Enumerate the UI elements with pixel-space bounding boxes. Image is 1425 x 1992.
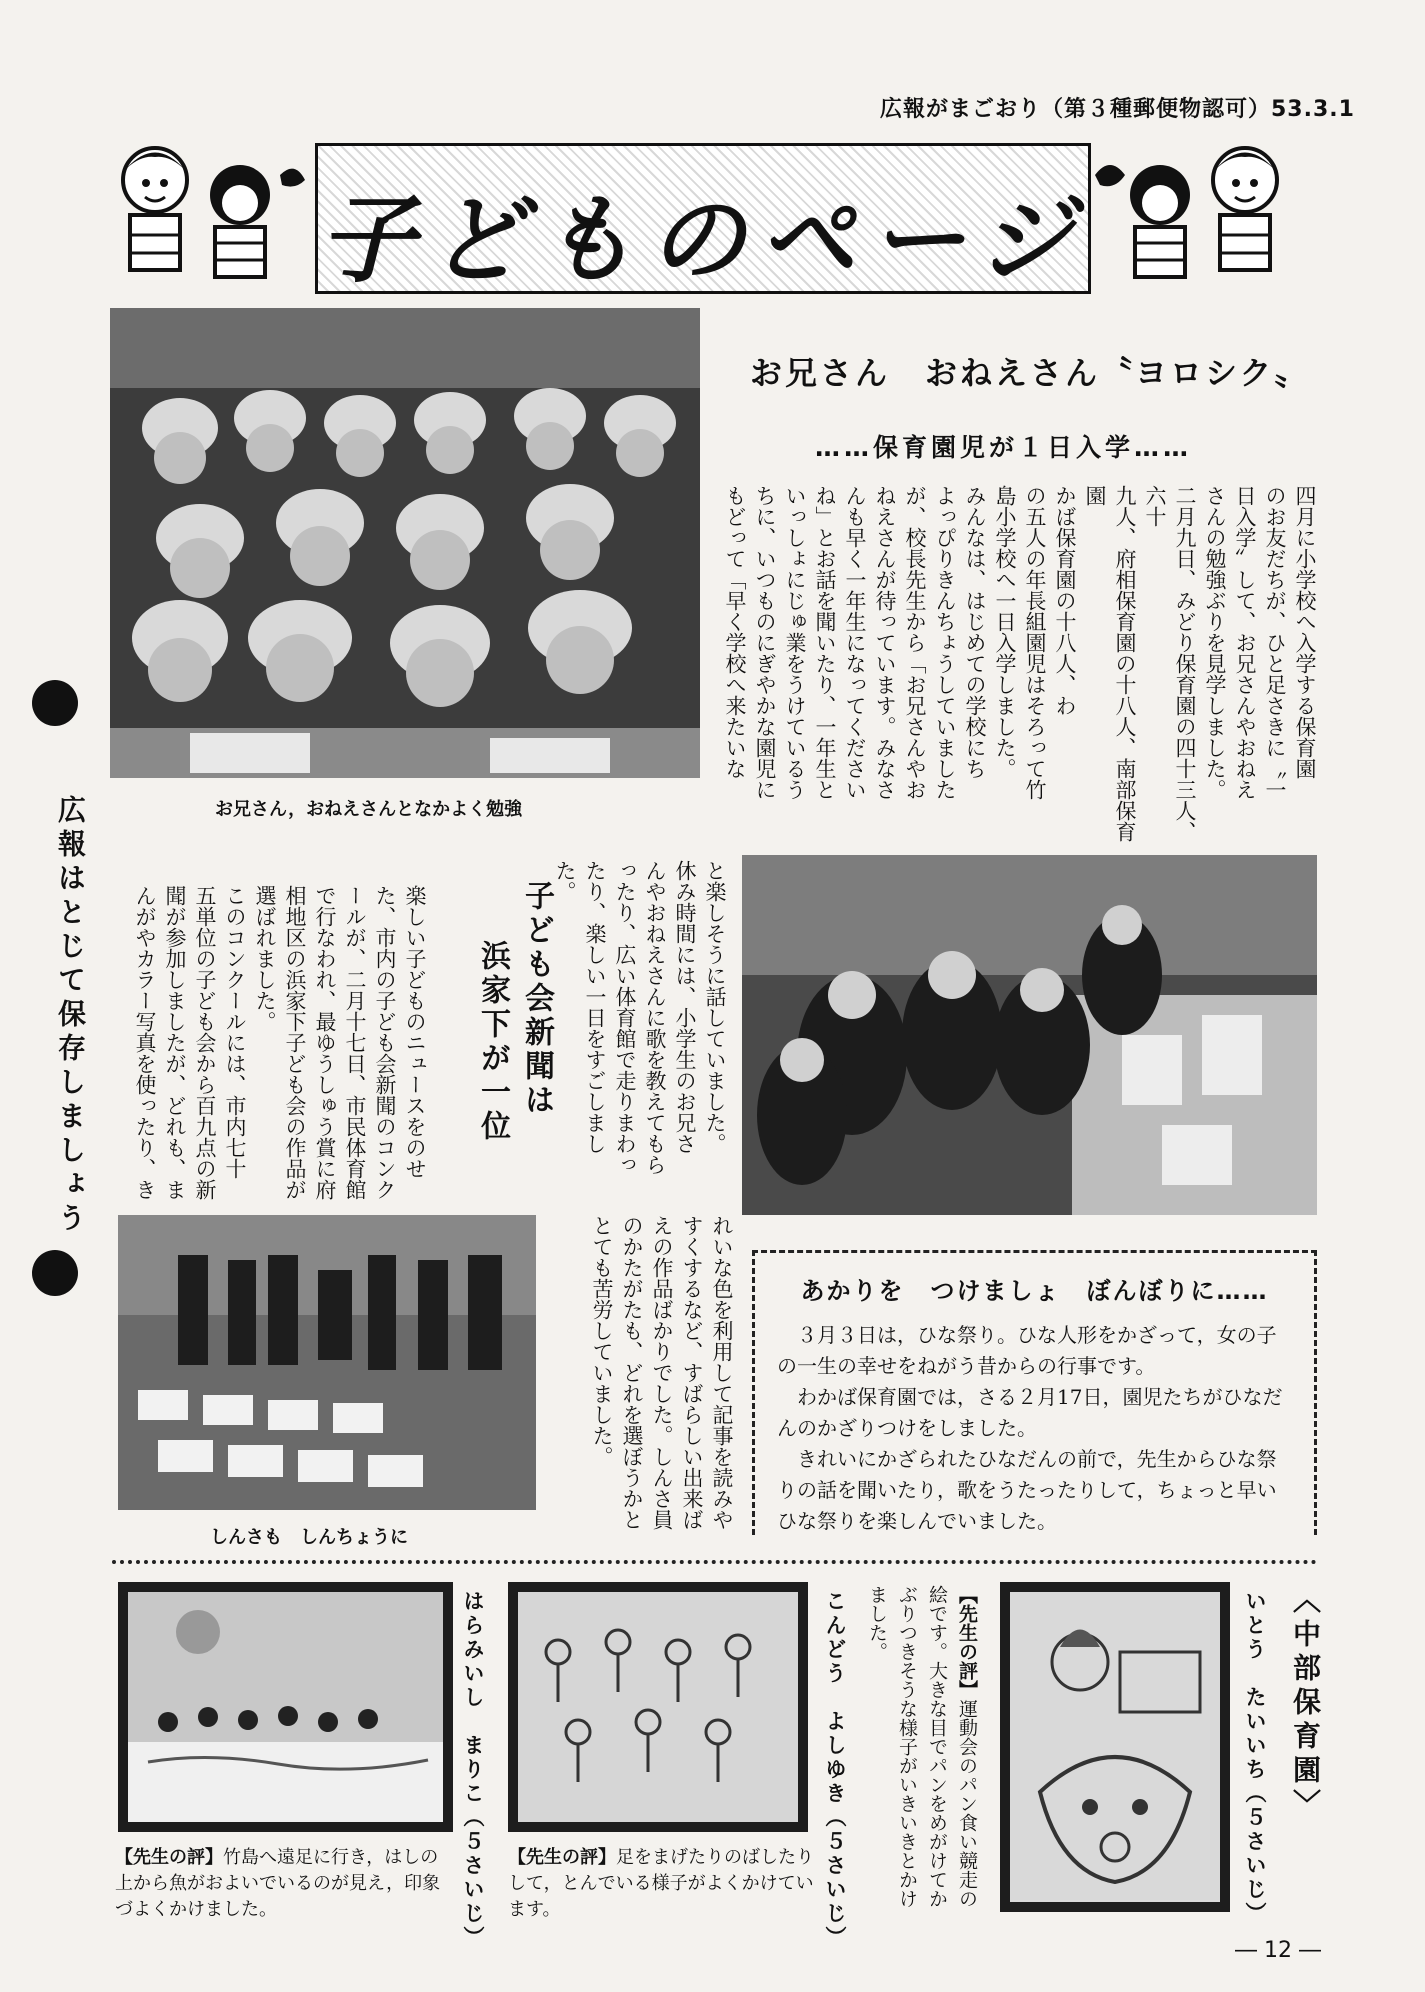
article2-line: 聞が参加しましたが、どれも、ま	[163, 885, 187, 1200]
article2-headline-line2: 浜家下が一位	[475, 940, 510, 1144]
painting-2-image	[518, 1592, 798, 1822]
artist-1-comment-label: 【先生の評】	[115, 1847, 223, 1868]
article3-body	[777, 1320, 1292, 1537]
article2-line: このコンクールには、市内七十	[223, 885, 247, 1179]
hina-photo-image	[742, 855, 1317, 1215]
article2-line: のかたがたも、どれを選ぼうかと	[620, 1215, 644, 1530]
article2-line: 相地区の浜家下子ども会の作品が	[283, 885, 307, 1200]
article2-line: で行なわれ、最ゆうしゅう賞に府	[313, 885, 337, 1200]
banner-title-box	[315, 143, 1091, 294]
binder-hole-bottom	[32, 1250, 78, 1296]
classroom-photo-caption: お兄さん，おねえさんとなかよく勉強	[215, 799, 523, 820]
article2-line: とても苦労していました。	[590, 1215, 614, 1467]
artist-2-comment-label: 【先生の評】	[508, 1847, 616, 1868]
article2-body	[115, 885, 430, 1203]
article1-line: が、校長先生から「お兄さんやお	[903, 485, 927, 800]
article1-body-bottom	[553, 860, 730, 1190]
binder-hole-top	[32, 680, 78, 726]
article3-paragraph: ３月３日は，ひな祭り。ひな人形をかざって，女の子の一生の幸せをねがう昔からの行事です。	[777, 1323, 1277, 1378]
article1-line: んやおねえさんに歌を教えてもら	[643, 860, 667, 1175]
article2-line: すくするなど、すばらしい出来ば	[680, 1215, 704, 1530]
artist-2-comment-text: 足をまげたりのばしたりして，とんでいる様子がよくかけています。	[508, 1847, 814, 1920]
artist-3-comment	[862, 1585, 982, 1915]
article2-line: んがやカラー写真を使ったり、き	[133, 885, 157, 1200]
painting-frame-2	[508, 1582, 808, 1832]
article1-line: ちに、いつものにぎやかな園児に	[753, 485, 777, 800]
article1-headline: お兄さん おねえさん〝ヨロシク〟	[750, 354, 1310, 392]
mascot-children-left-icon	[100, 135, 310, 295]
article1-line: かば保育園の十八人、わ	[1053, 485, 1077, 716]
artist-3-comment-text: 運動会のパン食い競走の絵です。大きな目でパンをめがけてかぶりつきそうな様子がいきいきとかけました。	[866, 1585, 978, 1908]
painting-frame-1	[118, 1582, 453, 1832]
hina-article-box	[752, 1250, 1317, 1535]
banner-title: 子どものページ	[318, 183, 1088, 296]
article1-line: のお友だちが、ひと足さきに〝一	[1263, 485, 1287, 800]
article2-line: れいな色を利用して記事を読みや	[710, 1215, 734, 1530]
article1-line: 九人、府相保育園の十八人、南部保育園	[1083, 485, 1137, 842]
article2-line: ールが、二月十七日、市民体育館	[343, 885, 367, 1200]
gallery-section-title: 〈中部保育園〉	[1289, 1585, 1322, 1823]
article1-line: ね」とお話を聞いたり、一年生と	[813, 485, 837, 800]
article1-line: よっぴりきんちょうしていました	[933, 485, 957, 800]
artist-1-comment-text: 竹島へ遠足に行き，はしの上から魚がおよいでいるのが見え，印象づよくかけました。	[115, 1847, 441, 1920]
artist-3-name-text: いとう たいいち	[1243, 1590, 1267, 1782]
page-number: ― 12 ―	[1235, 1938, 1321, 1963]
article3-headline: あかりを つけましょ ぼんぼりに……	[800, 1277, 1269, 1305]
artist-3-comment-label: 【先生の評】	[956, 1585, 978, 1699]
article1-line: ったり、広い体育館で走りまわっ	[613, 860, 637, 1175]
article1-line: んも早く一年生になってください	[843, 485, 867, 800]
artist-1-name	[458, 1590, 488, 1950]
article1-line: の五人の年長組園児はそろって竹	[1023, 485, 1047, 800]
article3-paragraph: わかば保育園では，さる２月17日，園児たちがひなだんのかざりつけをしました。	[777, 1385, 1283, 1440]
article1-line: ねえさんが待っています。みなさ	[873, 485, 897, 800]
painting-3-image	[1010, 1592, 1220, 1902]
judging-photo	[118, 1215, 536, 1510]
artist-1-name-text: はらみいし まりこ	[461, 1590, 485, 1806]
article2-line: 選ばれました。	[253, 885, 277, 1032]
article2-line: 楽しい子どものニュースをのせ	[403, 885, 427, 1179]
article1-line: 四月に小学校へ入学する保育園	[1293, 485, 1317, 779]
artist-1-comment	[115, 1845, 455, 1923]
artist-3-name	[1240, 1590, 1270, 1926]
article1-line: いっしょにじゅ業をうけているう	[783, 485, 807, 800]
artist-2-comment	[508, 1845, 828, 1923]
artist-2-name-text: こんどう よしゆき	[823, 1590, 847, 1806]
artist-3-age: （５さいじ）	[1243, 1782, 1267, 1926]
article1-line: と楽しそうに話していました。	[703, 860, 727, 1154]
side-note: 広報はとじて保存しましょう	[54, 795, 87, 1237]
article1-line: 日入学〟して、お兄さんやおねえ	[1233, 485, 1257, 800]
article2-headline	[470, 880, 558, 1144]
article2-line: えの作品ばかりでした。しんさ員	[650, 1215, 674, 1530]
article2-headline-line1: 子ども会新聞は	[519, 880, 554, 1118]
article1-line: みんなは、はじめての学校にち	[963, 485, 987, 779]
banner	[100, 135, 1300, 295]
classroom-photo-image	[110, 308, 700, 778]
painting-1-image	[128, 1592, 443, 1822]
article1-subheadline: ……保育園児が１日入学……	[815, 433, 1193, 462]
article2-line: 五単位の子ども会から百九点の新	[193, 885, 217, 1200]
classroom-photo	[110, 308, 700, 778]
publication-line: 広報がまごおり（第３種郵便物認可）53.3.1	[880, 97, 1355, 122]
artist-2-age: （５さいじ）	[823, 1806, 847, 1950]
article1-line: もどって「早く学校へ来たいな	[723, 485, 747, 779]
article2-body-cont	[572, 1215, 737, 1533]
article3-paragraph: きれいにかざられたひなだんの前で，先生からひな祭りの話を聞いたり，歌をうたったりして，ちょっと早いひな祭りを楽しんでいました。	[777, 1447, 1277, 1533]
article1-line: たり、楽しい一日をすごしました。	[553, 860, 607, 1154]
artist-1-age: （５さいじ）	[461, 1806, 485, 1950]
article1-line: さんの勉強ぶりを見学しました。	[1203, 485, 1227, 800]
article1-line: 二月九日、みどり保育園の四十三人、六十	[1143, 485, 1197, 842]
judging-photo-caption: しんさも しんちょうに	[210, 1527, 408, 1548]
gallery-divider	[112, 1560, 1317, 1564]
mascot-children-right-icon	[1090, 135, 1300, 295]
judging-photo-image	[118, 1215, 536, 1510]
article1-line: 島小学校へ一日入学しました。	[993, 485, 1017, 779]
hina-photo	[742, 855, 1317, 1215]
article1-line: 休み時間には、小学生のお兄さ	[673, 860, 697, 1154]
article1-body-top	[723, 485, 1320, 860]
painting-frame-3	[1000, 1582, 1230, 1912]
article2-line: た、市内の子ども会新聞のコンク	[373, 885, 397, 1200]
